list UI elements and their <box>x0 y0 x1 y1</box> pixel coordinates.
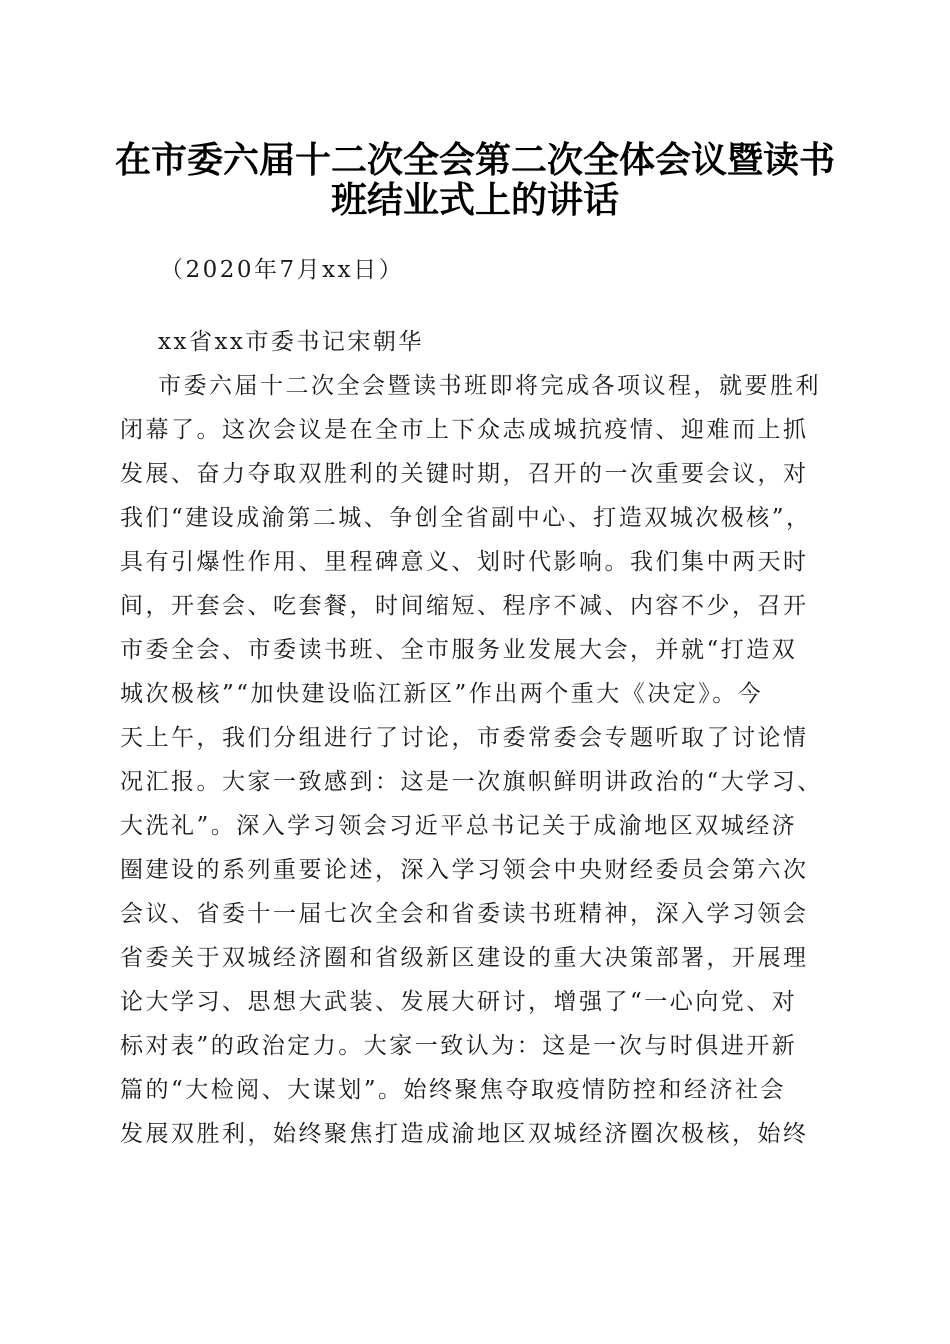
date-line: （2020年7月xx日） <box>160 257 405 283</box>
body-line: 闭幕了。这次会议是在全市上下众志成城抗疫情、迎难而上抓 <box>120 417 809 443</box>
author-line: xx省xx市委书记宋朝华 <box>158 329 424 355</box>
body-line: 会议、省委十一届七次全会和省委读书班精神，深入学习领会 <box>120 901 809 927</box>
body-line: 市委六届十二次全会暨读书班即将完成各项议程，就要胜利 <box>158 373 821 399</box>
body-line: 具有引爆性作用、里程碑意义、划时代影响。我们集中两天时 <box>120 549 809 575</box>
document-title-line-2: 班结业式上的讲话 <box>330 179 619 221</box>
body-line: 省委关于双城经济圈和省级新区建设的重大决策部署，开展理 <box>120 945 809 971</box>
body-line: 圈建设的系列重要论述，深入学习领会中央财经委员会第六次 <box>120 857 809 883</box>
body-line: 间，开套会、吃套餐，时间缩短、程序不减、内容不少，召开 <box>120 593 809 619</box>
body-line: 发展、奋力夺取双胜利的关键时期，召开的一次重要会议，对 <box>120 461 809 487</box>
body-line: 我们“建设成渝第二城、争创全省副中心、打造双城次极核”， <box>120 505 812 531</box>
body-line: 篇的“大检阅、大谋划”。始终聚焦夺取疫情防控和经济社会 <box>120 1077 787 1103</box>
body-line: 大洗礼”。深入学习领会习近平总书记关于成渝地区双城经济 <box>120 813 798 839</box>
body-line: 城次极核”“加快建设临江新区”作出两个重大《决定》。今 <box>120 681 764 707</box>
body-line: 况汇报。大家一致感到：这是一次旗帜鲜明讲政治的“大学习、 <box>120 769 823 795</box>
body-line: 天上午，我们分组进行了讨论，市委常委会专题听取了讨论情 <box>120 725 809 751</box>
document-title-line-1: 在市委六届十二次全会第二次全体会议暨读书 <box>114 139 835 181</box>
body-line: 发展双胜利，始终聚焦打造成渝地区双城经济圈次极核，始终 <box>120 1121 809 1147</box>
body-line: 论大学习、思想大武装、发展大研讨，增强了“一心向党、对 <box>120 989 798 1015</box>
body-line: 标对表”的政治定力。大家一致认为：这是一次与时俱进开新 <box>120 1033 798 1059</box>
body-line: 市委全会、市委读书班、全市服务业发展大会，并就“打造双 <box>120 637 798 663</box>
